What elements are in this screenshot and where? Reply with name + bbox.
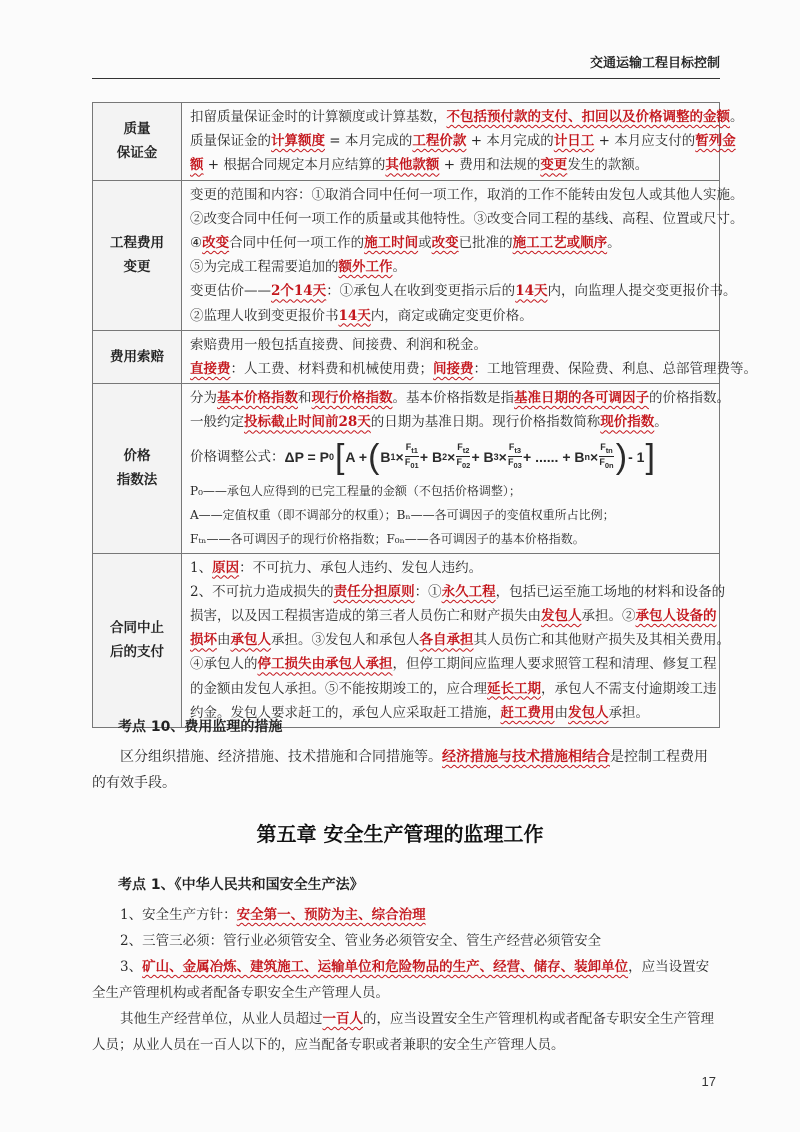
table-row xyxy=(93,553,720,727)
page-number: 17 xyxy=(701,1074,716,1089)
row-content-cost-change: 变更的范围和内容：①取消合同中任何一项工作，取消的工作不能转由发包人或其他人实施。 ②改变合同中任何一项工作的质量或其他特性。③改变合同工程的基线、高程、位置或尺寸。 ④改变合同中任何一项工作的施工时间或改变已批准的施工工艺或顺序。 ⑤为完成工程需要追加的额外工作。 变更估价——2个14天：①承包人在收到变更指示后的14天内，向监理人提交变更报价书。 ②监理人收到变更报价书14天内，商定或确定变更价格。 xyxy=(182,180,720,330)
cost-control-table xyxy=(92,102,757,728)
page-header xyxy=(92,38,720,79)
kaodian-10-title: 考点 10、费用监理的措施 xyxy=(118,719,283,735)
table-row xyxy=(93,384,720,553)
row-content-cost-claim: 索赔费用一般包括直接费、间接费、利润和税金。 直接费：人工费、材料费和机械使用费；间接费：工地管理费、保险费、利息、总部管理费等。 xyxy=(182,330,720,383)
list-item: 其他生产经营单位，从业人员超过一百人的，应当设置安全生产管理机构或者配备专职安全生产管理人员；从业人员在一百人以下的，应当配备专职或者兼职的安全生产管理人员。 xyxy=(92,1011,714,1053)
row-label-termination-payment: 合同中止 后的支付 xyxy=(93,553,182,727)
table-row xyxy=(93,330,720,383)
formula-expression: ΔP = P 0 [ A + ( B 1 × $\frac{F_{t1}}{F_{01}}$ + B 2 × $\frac{F_{t2}}{F_{02}}$ + B 3 × $\frac{F_{t3}}{F_{03}}$ + ...... + B n × $\frac{F_{tn}}{F_{0n}}$ ) - 1 ] xyxy=(284,437,655,476)
list-item: 1、安全生产方针：安全第一、预防为主、综合治理 xyxy=(120,907,426,923)
table-row xyxy=(93,180,720,330)
row-content-termination-payment: 1、原因：不可抗力、承包人违约、发包人违约。 2、不可抗力造成损失的责任分担原则：①永久工程，包括已运至施工场地的材料和设备的 损害，以及因工程损害造成的第三者人员伤亡和财产损失由发包人承担。②承包人设备的 损坏由承包人承担。③发包人和承包人各自承担其人员伤亡和其他财产损失及其相关费用。 ④承包人的停工损失由承包人承担，但停工期间应监理人要求照管工程和清理、修复工程 的金额由发包人承担。⑤不能按期竣工的，应合理延长工期，承包人不需支付逾期竣工违 约金。发包人要求赶工的，承包人应采取赶工措施，赶工费用由发包人承担。 xyxy=(182,553,720,727)
kaodian-1-title: 考点 1、《中华人民共和国安全生产法》 xyxy=(118,877,364,893)
list-item: 3、矿山、金属冶炼、建筑施工、运输单位和危险物品的生产、经营、储存、装卸单位，应当设置安全生产管理机构或者配备专职安全生产管理人员。 xyxy=(92,959,710,1001)
table-row xyxy=(93,103,720,181)
price-adjustment-formula: 价格调整公式： ΔP = P 0 [ A + ( B 1 × $\frac{F_{t1}}{F_{01}}$ + B 2 × $\frac{F_{t2}}{F_{02}}$ + B 3 × $\frac{F_{t3}}{F_{03}}$ + ...... + B n × $\frac{F_{tn}}{F_{0n}}$ ) - 1 ] xyxy=(190,437,655,476)
row-label-cost-change: 工程费用 变更 xyxy=(93,180,182,330)
row-content-price-index: 分为基本价格指数和现行价格指数。基本价格指数是指基准日期的各可调因子的价格指数。 一般约定投标截止时间前28天的日期为基准日期。现行价格指数简称现价指数。 价格调整公式： ΔP = P 0 [ A + ( B 1 × $\frac{F_{t1}}{F_{01}}$ + B 2 × $\frac{F_{t2}}{F_{02}}$ + B 3 × $\frac{F_{t3}}{F_{03}}$ + ...... + B n × $\frac{F_{tn}}{F_{0n}}$ ) - 1 ] P₀——承包人应得到的已完工程量的金额（不包括价格调整）； A——定值权重（即不调部分的权重）；Bₙ——各可调因子的变值权重所占比例； Fₜₙ——各可调因子的现行价格指数；F₀ₙ——各可调因子的基本价格指数。 xyxy=(182,384,720,553)
row-content-quality-deposit: 扣留质量保证金时的计算额度或计算基数，不包括预付款的支付、扣回以及价格调整的金额。 质量保证金的计算额度 = 本月完成的工程价款 + 本月完成的计日工 + 本月应支付的暂列金 额 + 根据合同规定本月应结算的其他款额 + 费用和法规的变更发生的款额。 xyxy=(182,103,720,181)
kaodian-10-paragraph: 区分组织措施、经济措施、技术措施和合同措施等。经济措施与技术措施相结合是控制工程费用的有效手段。 xyxy=(92,749,708,791)
row-label-cost-claim: 费用索赔 xyxy=(93,330,182,383)
header-title: 交通运输工程目标控制 xyxy=(589,56,720,71)
row-label-quality-deposit: 质量 保证金 xyxy=(93,103,182,181)
row-label-price-index: 价格 指数法 xyxy=(93,384,182,553)
chapter-title: 第五章 安全生产管理的监理工作 xyxy=(256,822,544,846)
list-item: 2、三管三必须：管行业必须管安全、管业务必须管安全、管生产经营必须管安全 xyxy=(120,933,602,949)
